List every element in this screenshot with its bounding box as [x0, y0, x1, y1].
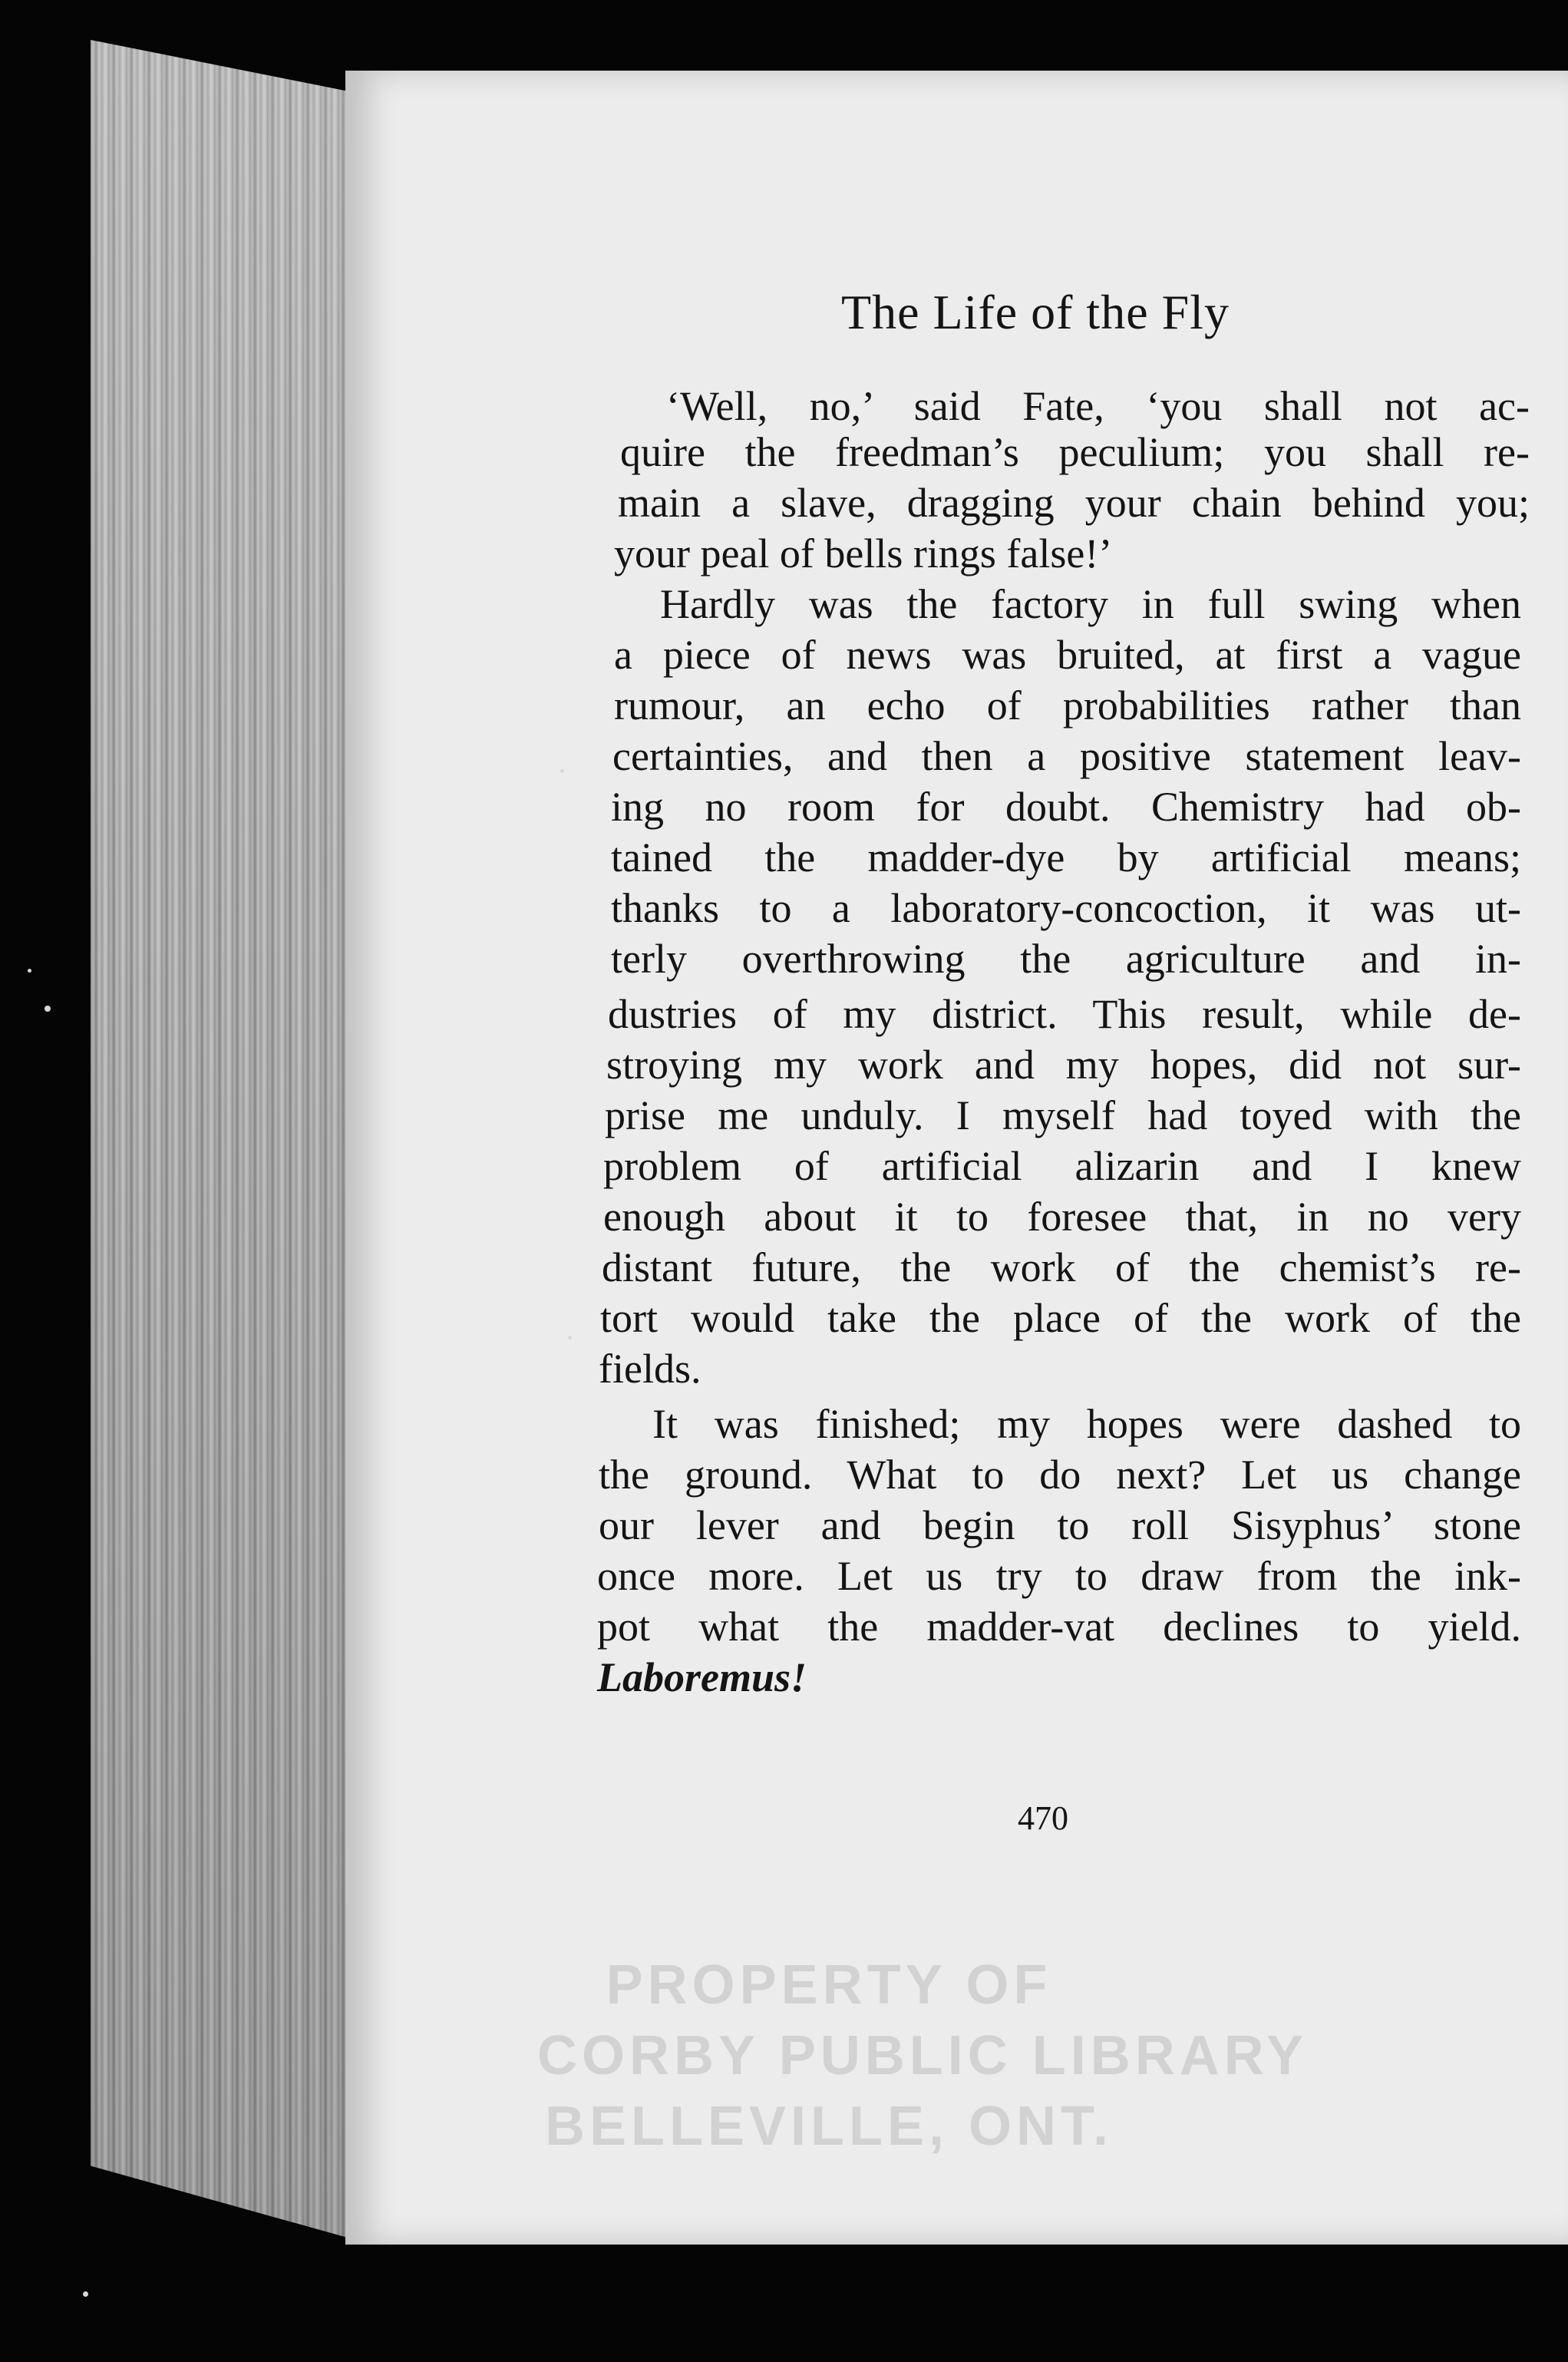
page-number: 470 — [1018, 1799, 1068, 1837]
text-line: ‘Well, no,’ said Fate, ‘you shall not ac- — [666, 383, 1530, 429]
stamp-line: PROPERTY OF — [606, 1954, 1052, 2016]
text-line: pot what the madder-vat declines to yield. — [597, 1604, 1521, 1650]
text-line: a piece of news was bruited, at first a vague — [614, 632, 1521, 678]
text-line: ing no room for doubt. Chemistry had ob- — [611, 784, 1521, 830]
text-line: dustries of my district. This result, while de- — [608, 991, 1521, 1037]
text-line: quire the freedman’s peculium; you shall re- — [620, 429, 1530, 475]
closing-italic-line: Laboremus! — [597, 1654, 807, 1700]
library-ownership-stamp — [537, 1950, 1309, 2162]
text-line: fields. — [599, 1346, 701, 1392]
scan-speck — [83, 2291, 88, 2297]
stamp-line: BELLEVILLE, ONT. — [544, 2096, 1114, 2157]
running-head: The Life of the Fly — [841, 285, 1230, 339]
text-line: It was finished; my hopes were dashed to — [652, 1401, 1521, 1447]
text-line: prise me unduly. I myself had toyed with the — [605, 1092, 1521, 1138]
text-line: enough about it to foresee that, in no very — [603, 1194, 1521, 1240]
text-line: terly overthrowing the agriculture and in- — [611, 936, 1521, 982]
text-line: stroying my work and my hopes, did not sur- — [606, 1042, 1521, 1088]
text-line: rumour, an echo of probabilities rather than — [614, 682, 1521, 728]
text-line: your peal of bells rings false!’ — [614, 530, 1113, 576]
scan-speck — [560, 769, 564, 773]
text-line: main a slave, dragging your chain behind you; — [618, 480, 1530, 526]
scan-speck — [28, 969, 31, 973]
text-line: certainties, and then a positive statement leav- — [612, 733, 1521, 779]
text-line: our lever and begin to roll Sisyphus’ stone — [599, 1502, 1521, 1548]
text-line: once more. Let us try to draw from the ink- — [597, 1553, 1521, 1599]
scan-speck — [45, 1006, 51, 1012]
stamp-line: CORBY PUBLIC LIBRARY — [537, 2025, 1309, 2086]
book-page-edges-shading — [91, 40, 367, 2243]
text-line: tained the madder-dye by artificial means; — [611, 834, 1521, 880]
text-line: the ground. What to do next? Let us change — [599, 1452, 1521, 1498]
text-line: tort would take the place of the work of the — [600, 1295, 1521, 1341]
text-line: distant future, the work of the chemist’s re- — [602, 1244, 1521, 1290]
text-line: thanks to a laboratory-concoction, it was ut- — [611, 885, 1521, 931]
text-line: problem of artificial alizarin and I knew — [603, 1143, 1521, 1189]
scan-speck — [568, 1336, 572, 1340]
text-line: Hardly was the factory in full swing when — [660, 581, 1521, 627]
